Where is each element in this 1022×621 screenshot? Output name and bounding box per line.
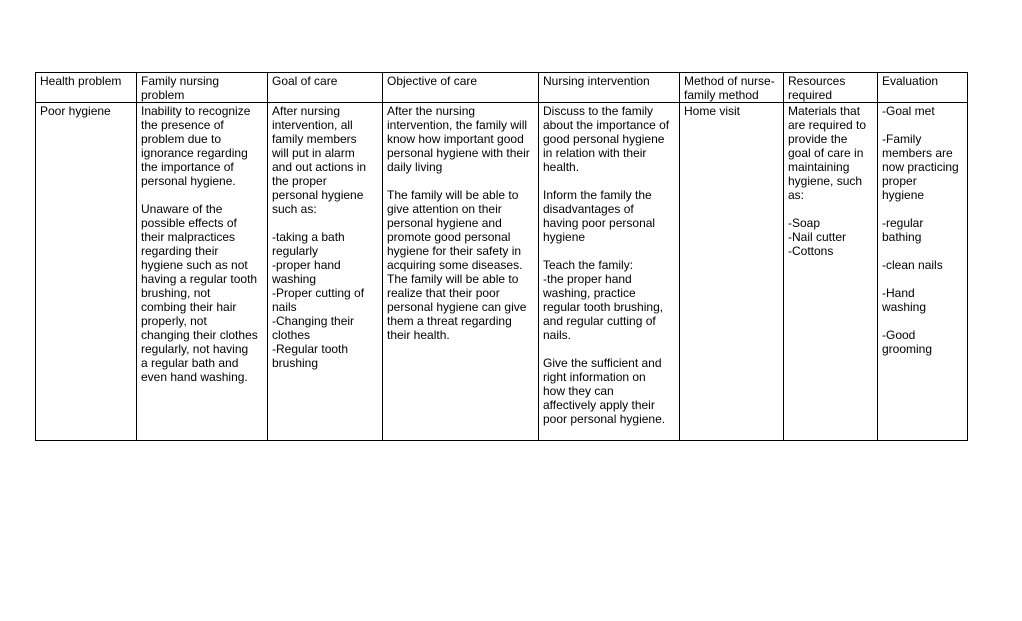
header-nursing-intervention: Nursing intervention [539,73,680,103]
care-plan-table [35,72,968,441]
cell-method: Home visit [680,103,784,441]
cell-resources-required: Materials that are required to provide the goal of care in maintaining hygiene, such as: -Soap -Nail cutter -Cottons [784,103,878,441]
table-header-row [36,73,968,103]
cell-family-nursing-problem: Inability to recognize the presence of problem due to ignorance regarding the importance of personal hygiene. Unaware of the possible effects of their malpractices regarding their hygiene such as not having a regular tooth brushing, not combing their hair properly, not changing their clothes regularly, not having a regular bath and even hand washing. [137,103,268,441]
cell-evaluation: -Goal met -Family members are now practicing proper hygiene -regular bathing -clean nails -Hand washing -Good grooming [878,103,968,441]
header-family-nursing-problem: Family nursing problem [137,73,268,103]
header-health-problem: Health problem [36,73,137,103]
header-evaluation: Evaluation [878,73,968,103]
header-goal-of-care: Goal of care [268,73,383,103]
header-resources-required: Resources required [784,73,878,103]
header-method: Method of nurse- family method [680,73,784,103]
cell-objective-of-care: After the nursing intervention, the family will know how important good personal hygiene with their daily living The family will be able to give attention on their personal hygiene and promote good personal hygiene for their safety in acquiring some diseases. The family will be able to realize that their poor personal hygiene can give them a threat regarding their health. [383,103,539,441]
table-row [36,103,968,441]
header-objective-of-care: Objective of care [383,73,539,103]
cell-nursing-intervention: Discuss to the family about the importance of good personal hygiene in relation with their health. Inform the family the disadvantages of having poor personal hygiene Teach the family: -the proper hand washing, practice regular tooth brushing, and regular cutting of nails. Give the sufficient and right information on how they can affectively apply their poor personal hygiene. [539,103,680,441]
cell-goal-of-care: After nursing intervention, all family members will put in alarm and out actions in the proper personal hygiene such as: -taking a bath regularly -proper hand washing -Proper cutting of nails -Changing their clothes -Regular tooth brushing [268,103,383,441]
cell-health-problem: Poor hygiene [36,103,137,441]
